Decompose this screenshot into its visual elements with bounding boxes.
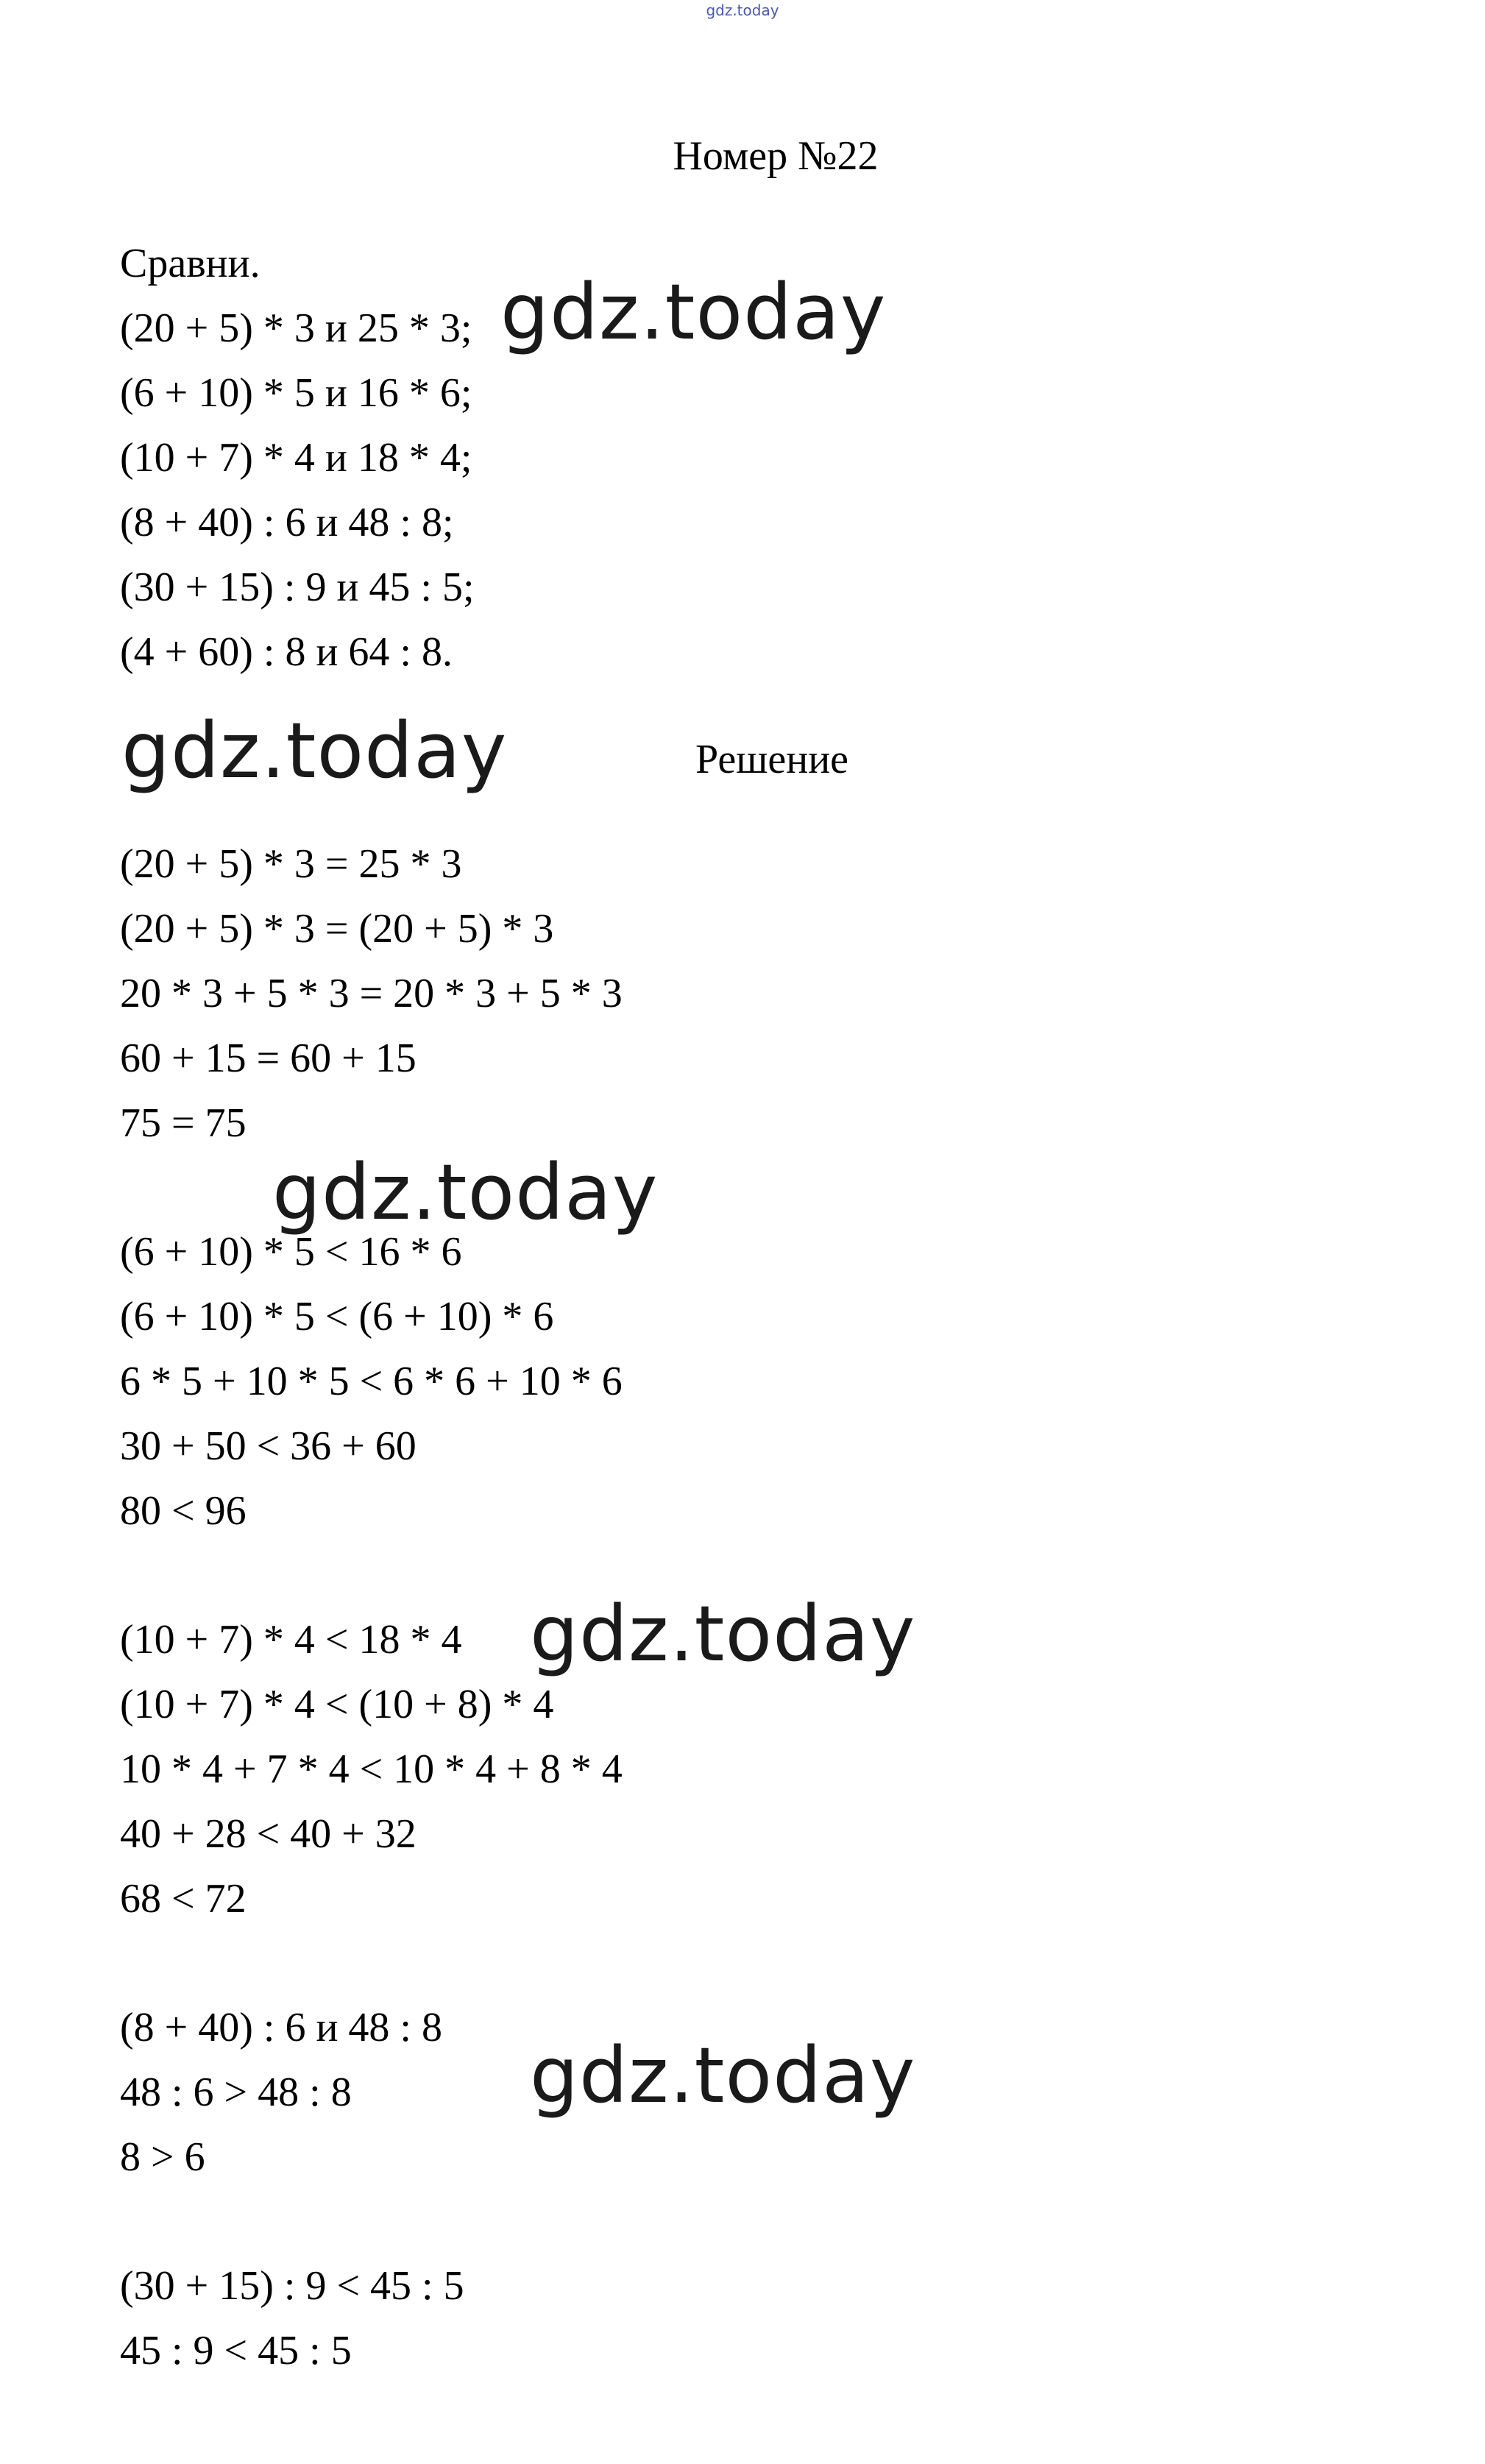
solution-line: 80 < 96	[120, 1488, 247, 1534]
solution-line: (8 + 40) : 6 и 48 : 8	[120, 2005, 442, 2050]
watermark: gdz.today	[530, 2031, 916, 2120]
watermark: gdz.today	[530, 1589, 916, 1679]
task-item: (4 + 60) : 8 и 64 : 8.	[120, 629, 453, 675]
solution-line: 40 + 28 < 40 + 32	[120, 1811, 417, 1857]
watermark: gdz.today	[121, 706, 508, 796]
solution-line: (10 + 7) * 4 < 18 * 4	[120, 1617, 462, 1663]
page-title: Номер №22	[673, 133, 879, 179]
solution-line: 30 + 50 < 36 + 60	[120, 1423, 417, 1469]
solution-heading: Решение	[695, 737, 849, 782]
watermark: gdz.today	[500, 267, 887, 357]
solution-line: (6 + 10) * 5 < (6 + 10) * 6	[120, 1294, 554, 1339]
watermark: gdz.today	[272, 1147, 659, 1237]
solution-line: 48 : 6 > 48 : 8	[120, 2070, 352, 2115]
solution-line: 20 * 3 + 5 * 3 = 20 * 3 + 5 * 3	[120, 971, 623, 1016]
solution-line: 75 = 75	[120, 1100, 247, 1146]
solution-line: (20 + 5) * 3 = (20 + 5) * 3	[120, 906, 554, 952]
header-watermark: gdz.today	[706, 1, 779, 19]
solution-line: (10 + 7) * 4 < (10 + 8) * 4	[120, 1682, 554, 1727]
solution-line: 10 * 4 + 7 * 4 < 10 * 4 + 8 * 4	[120, 1746, 623, 1792]
solution-line: 8 > 6	[120, 2134, 205, 2180]
solution-line: 6 * 5 + 10 * 5 < 6 * 6 + 10 * 6	[120, 1359, 623, 1404]
solution-line: 60 + 15 = 60 + 15	[120, 1035, 417, 1081]
solution-line: (6 + 10) * 5 < 16 * 6	[120, 1229, 462, 1275]
task-item: (20 + 5) * 3 и 25 * 3;	[120, 305, 472, 351]
task-item: (8 + 40) : 6 и 48 : 8;	[120, 500, 454, 545]
task-item: (6 + 10) * 5 и 16 * 6;	[120, 370, 472, 416]
solution-line: 68 < 72	[120, 1876, 247, 1922]
solution-line: 45 : 9 < 45 : 5	[120, 2328, 352, 2373]
task-label: Сравни.	[120, 241, 261, 286]
task-item: (10 + 7) * 4 и 18 * 4;	[120, 435, 472, 481]
task-item: (30 + 15) : 9 и 45 : 5;	[120, 564, 475, 610]
solution-line: (30 + 15) : 9 < 45 : 5	[120, 2263, 464, 2309]
solution-line: (20 + 5) * 3 = 25 * 3	[120, 841, 462, 887]
